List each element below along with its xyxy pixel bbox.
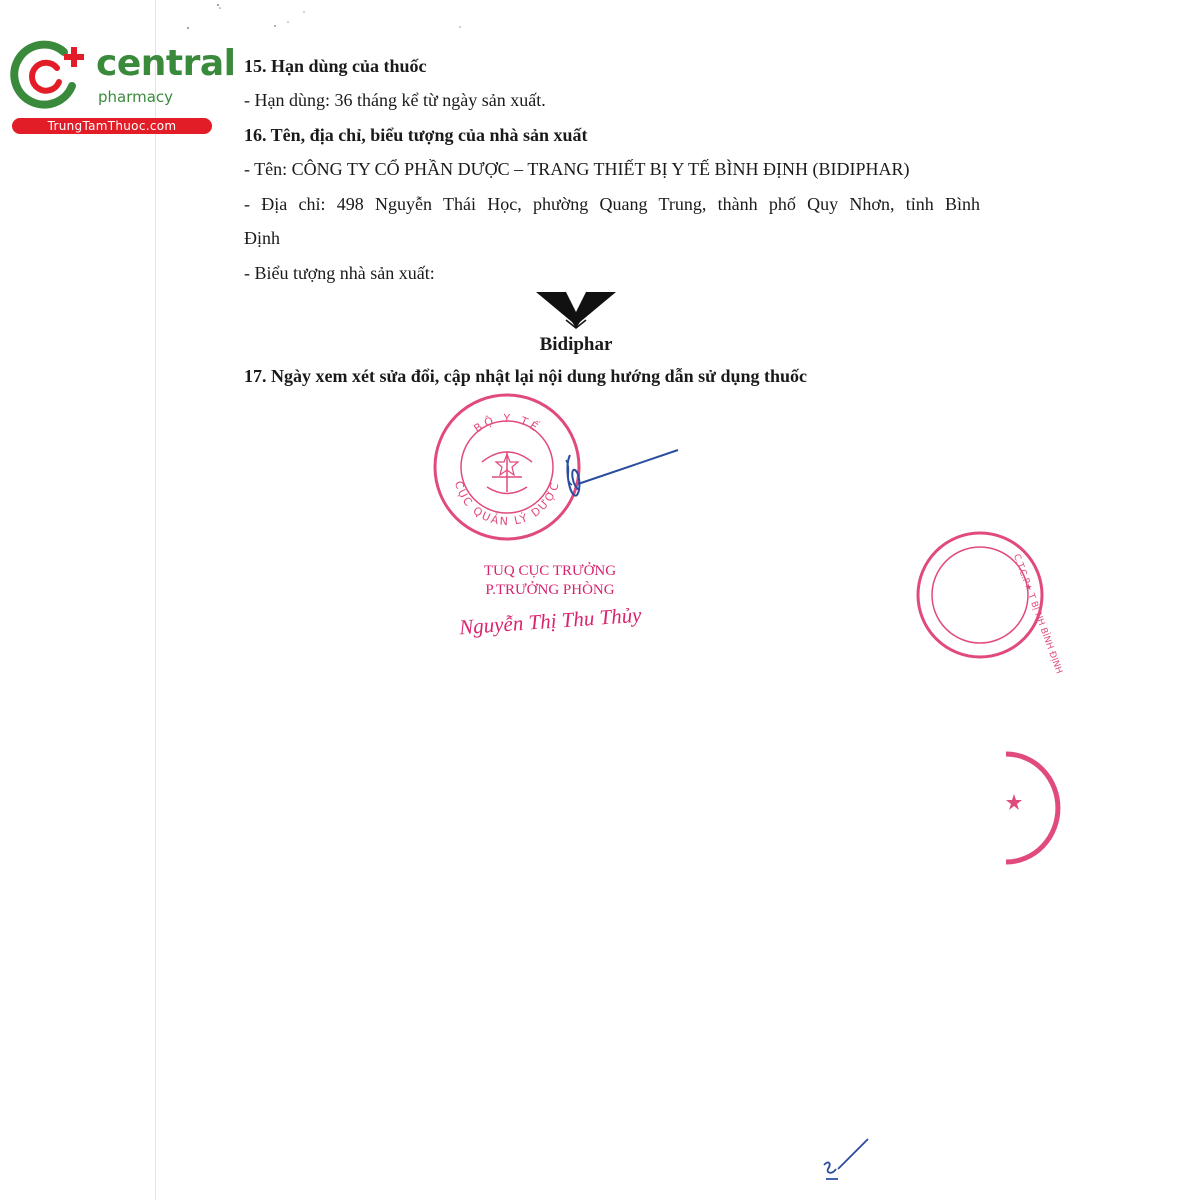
logo-subtitle: pharmacy — [98, 88, 174, 106]
manufacturer-symbol-label: - Biểu tượng nhà sản xuất: — [244, 263, 435, 283]
bidiphar-logo-icon — [536, 290, 616, 330]
page-edge — [155, 0, 156, 1200]
central-pharmacy-logo — [8, 36, 236, 136]
section-15-expiry: - Hạn dùng: 36 tháng kể từ ngày sản xuất. — [244, 90, 546, 110]
seal-ring-text: CỤC QUẢN LÝ DƯỢC — [451, 479, 563, 529]
company-stamp-text: C.T.C.P★ T BỊ NH BÌNH ĐỊNH — [1010, 552, 1064, 676]
scan-specks — [180, 0, 480, 40]
logo-brand: central — [96, 43, 236, 84]
signature-stroke — [560, 440, 685, 510]
signer-title-2: P.TRƯỞNG PHÒNG — [485, 582, 615, 598]
initials-mark — [818, 1135, 873, 1190]
manufacturer-address-line2: Định — [244, 228, 280, 248]
signer-name: Nguyễn Thị Thu Thủy — [458, 602, 642, 640]
seal-top-text: BỘ Y TẾ — [471, 411, 543, 436]
manufacturer-name: - Tên: CÔNG TY CỔ PHẦN DƯỢC – TRANG THIẾT BỊ Y TẾ BÌNH ĐỊNH (BIDIPHAR) — [244, 159, 910, 179]
central-logo-icon — [12, 38, 90, 110]
svg-text:BỘ Y TẾ — [472, 412, 544, 436]
section-16-heading: 16. Tên, địa chỉ, biểu tượng của nhà sản xuất — [244, 125, 588, 145]
signature-block — [430, 562, 670, 640]
signer-title-1: TUQ CỤC TRƯỞNG — [483, 563, 617, 579]
company-stamp-partial — [980, 520, 1064, 676]
bidiphar-brand-name: Bidiphar — [539, 334, 613, 355]
logo-site-url: TrungTamThuoc.com — [12, 118, 212, 134]
section-15-heading: 15. Hạn dùng của thuốc — [244, 56, 427, 76]
manufacturer-address-line1: - Địa chỉ: 498 Nguyễn Thái Học, phường Quang Trung, thành phố Quy Nhơn, tỉnh Bình — [244, 194, 980, 214]
second-stamp-partial — [990, 750, 1040, 865]
section-17-heading: 17. Ngày xem xét sửa đổi, cập nhật lại nội dung hướng dẫn sử dụng thuốc — [244, 366, 808, 386]
